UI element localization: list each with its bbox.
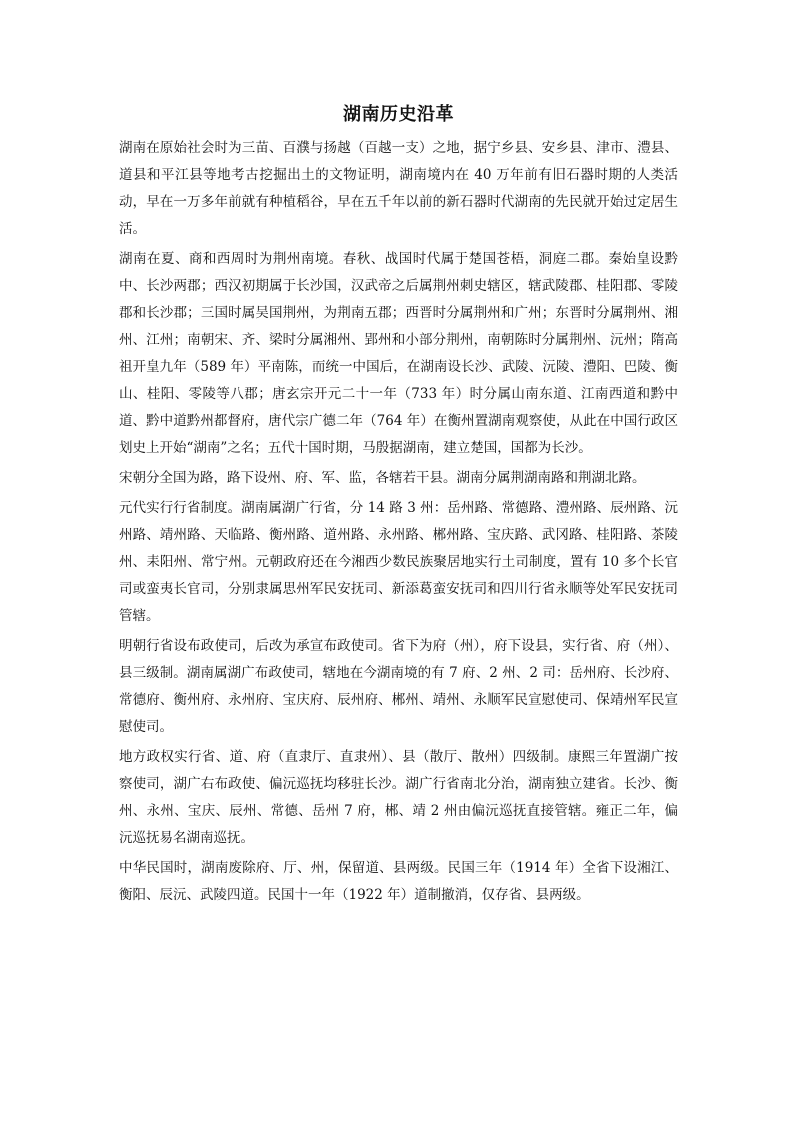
- paragraph-republic-of-china: 中华民国时，湖南废除府、厅、州，保留道、县两级。民国三年（1914 年）全省下设湘江、衡阳、辰沅、武陵四道。民国十一年（1922 年）道制撤消，仅存省、县两级。: [119, 860, 678, 903]
- paragraph-yuan-dynasty: 元代实行行省制度。湖南属湖广行省，分 14 路 3 州：岳州路、常德路、澧州路、辰州路、沅州路、靖州路、天临路、衡州路、道州路、永州路、郴州路、宝庆路、武冈路、桂阳路、茶陵州、耒阳州、常宁州。元朝政府还在今湘西少数民族聚居地实行土司制度，置有 10 多个长官司或蛮夷长官司，分别隶属思州军民安抚司、新添葛蛮安抚司和四川行省永顺等处军民安抚司管辖。: [119, 500, 678, 624]
- paragraph-song-dynasty: 宋朝分全国为路，路下设州、府、军、监，各辖若干县。湖南分属荆湖南路和荆湖北路。: [119, 470, 646, 486]
- paragraph-qing-dynasty: 地方政权实行省、道、府（直隶厅、直隶州）、县（散厅、散州）四级制。康熙三年置湖广按察使司，湖广右布政使、偏沅巡抚均移驻长沙。湖广行省南北分治，湖南独立建省。长沙、衡州、永州、宝庆、辰州、常德、岳州 7 府，郴、靖 2 州由偏沅巡抚直接管辖。雍正二年，偏沅巡抚易名湖南巡抚。: [119, 749, 678, 846]
- paragraph-ming-dynasty: 明朝行省设布政使司，后改为承宣布政使司。省下为府（州），府下设县，实行省、府（州）、县三级制。湖南属湖广布政使司，辖地在今湖南境的有 7 府、2 州、2 司：岳州府、长沙府、常德府、衡州府、永州府、宝庆府、辰州府、郴州、靖州、永顺军民宣慰使司、保靖州军民宣慰使司。: [119, 638, 678, 735]
- paragraph-primitive-society: 湖南在原始社会时为三苗、百濮与扬越（百越一支）之地，据宁乡县、安乡县、津市、澧县、道县和平江县等地考古挖掘出土的文物证明，湖南境内在 40 万年前有旧石器时期的人类活动，早在一万多年前就有种植稻谷，早在五千年以前的新石器时代湖南的先民就开始过定居生活。: [119, 140, 678, 237]
- paragraph-xia-to-five-dynasties: 湖南在夏、商和西周时为荆州南境。春秋、战国时代属于楚国苍梧，洞庭二郡。秦始皇设黔中、长沙两郡；西汉初期属于长沙国，汉武帝之后属荆州刺史辖区，辖武陵郡、桂阳郡、零陵郡和长沙郡；三国时属吴国荆州，为荆南五郡；西晋时分属荆州和广州；东晋时分属荆州、湘州、江州；南朝宋、齐、梁时分属湘州、郢州和小部分荆州，南朝陈时分属荆州、沅州；隋高祖开皇九年（589 年）平南陈，而统一中国后，在湖南设长沙、武陵、沅陵、澧阳、巴陵、衡山、桂阳、零陵等八郡；唐玄宗开元二十一年（733 年）时分属山南东道、江南西道和黔中道、黔中道黔州都督府，唐代宗广德二年（764 年）在衡州置湖南观察使，从此在中国行政区划史上开始“湖南”之名；五代十国时期，马殷据湖南，建立楚国，国都为长沙。: [119, 251, 678, 456]
- document-title: 湖南历史沿革: [343, 104, 454, 125]
